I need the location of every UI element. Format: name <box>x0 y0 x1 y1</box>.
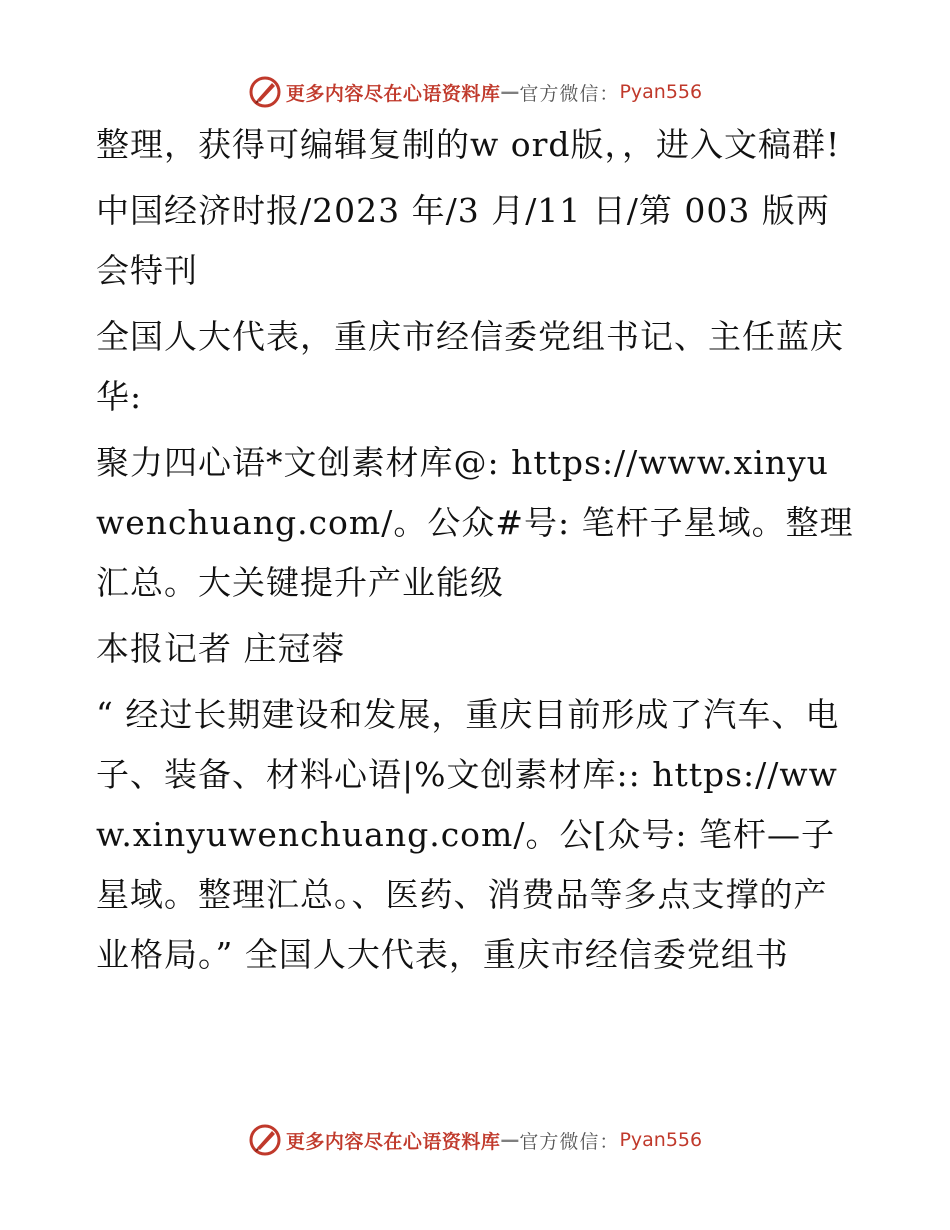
paragraph-headline: 聚力四心语*文创素材库@: https://www.xinyuwenchuang.com/。公众#号: 笔杆子星域。整理汇总。大关键提升产业能级 <box>96 443 854 602</box>
quill-pen-circle-icon <box>248 1123 282 1157</box>
footer-separator: — <box>500 1129 520 1151</box>
header-banner <box>0 72 950 112</box>
footer-brand-text: 更多内容尽在心语资料库 <box>285 1130 501 1153</box>
banner-wechat-id: Pyan556 <box>619 81 703 103</box>
paragraph-speaker-title: 全国人大代表，重庆市经信委党组书记、主任蓝庆华: <box>96 317 844 416</box>
footer-official-label: 官方微信： <box>519 1130 620 1153</box>
banner-official-label: 官方微信： <box>519 82 620 105</box>
paragraph-intro-note: 整理，获得可编辑复制的w ord版，，进入文稿群! <box>96 125 841 164</box>
paragraph-source-line: 中国经济时报/2023 年/3 月/11 日/第 003 版两会特刊 <box>96 191 830 290</box>
quill-pen-circle-icon <box>248 75 282 109</box>
banner-brand-text: 更多内容尽在心语资料库 <box>285 82 501 105</box>
paragraph-body-quote: “ 经过长期建设和发展，重庆目前形成了汽车、电子、装备、材料心语|%文创素材库:: https://www.xinyuwenchuang.com/。公[众号: 笔杆—子星域。整理汇总。、医药、消费品等多点支撑的产业格局。” 全国人大代表，重庆市经信委党组书 <box>96 695 840 974</box>
banner-separator: — <box>500 81 520 103</box>
footer-banner <box>0 1120 950 1160</box>
paragraph-byline: 本报记者 庄冠蓉 <box>96 629 346 668</box>
document-body <box>96 115 856 991</box>
footer-wechat-id: Pyan556 <box>619 1129 703 1151</box>
